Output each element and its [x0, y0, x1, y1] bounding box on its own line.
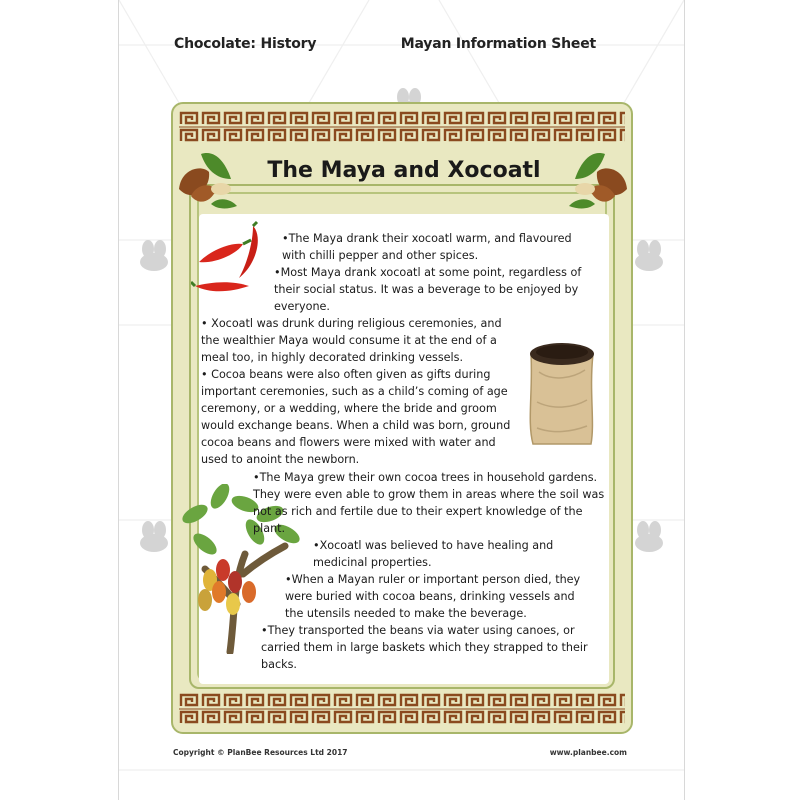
- mayan-key-border-top: [179, 110, 625, 144]
- bee-watermark-icon: [140, 240, 168, 271]
- paragraph-2: •Most Maya drank xocoatl at some point, regardless of their social status. It was a beverage to be enjoyed by everyone.: [274, 266, 582, 314]
- info-frame: [171, 102, 633, 734]
- bee-watermark-icon: [635, 240, 663, 271]
- paragraph-5: •The Maya grew their own cocoa trees in household gardens. They were even able to grow them in areas where the soil was not as rich and fertile due to their expert knowledge of the plant.: [253, 471, 605, 536]
- cocoa-pod-image: [565, 144, 635, 214]
- paragraph-1: •The Maya drank their xocoatl warm, and flavoured with chilli pepper and other spices.: [282, 232, 572, 263]
- worksheet-page: [118, 0, 685, 800]
- mayan-key-border-bottom: [179, 692, 625, 726]
- chilli-peppers-image: [191, 220, 271, 300]
- bee-watermark-icon: [140, 521, 168, 552]
- sheet-type-heading: Mayan Information Sheet: [400, 36, 596, 52]
- paragraph-3: • Xocoatl was drunk during religious ceremonies, and the wealthier Maya would consume it at the end of a meal too, in highly decorated drinking vessels.: [201, 317, 502, 365]
- paragraph-6: •Xocoatl was believed to have healing and medicinal properties.: [313, 539, 554, 570]
- bee-watermark-icon: [635, 521, 663, 552]
- paragraph-7: •When a Mayan ruler or important person died, they were buried with cocoa beans, drinking vessels and the utensils needed to make the beverage.: [285, 573, 581, 621]
- page-title: The Maya and Xocoatl: [267, 158, 541, 183]
- subject-heading: Chocolate: History: [174, 36, 317, 52]
- website-link[interactable]: www.planbee.com: [549, 748, 627, 757]
- copyright-notice: Copyright © PlanBee Resources Ltd 2017: [173, 748, 348, 757]
- paragraph-4: • Cocoa beans were also often given as gifts during important ceremonies, such as a child’s coming of age ceremony, or a wedding, where the bride and groom would exchange beans. When a child was born, ground cocoa beans and flowers were mixed with water and used to anoint the newborn.: [201, 368, 511, 467]
- cocoa-sack-image: [523, 332, 601, 450]
- paragraph-8: •They transported the beans via water using canoes, or carried them in large baskets which they strapped to their backs.: [261, 624, 588, 672]
- cocoa-pod-image: [171, 144, 241, 214]
